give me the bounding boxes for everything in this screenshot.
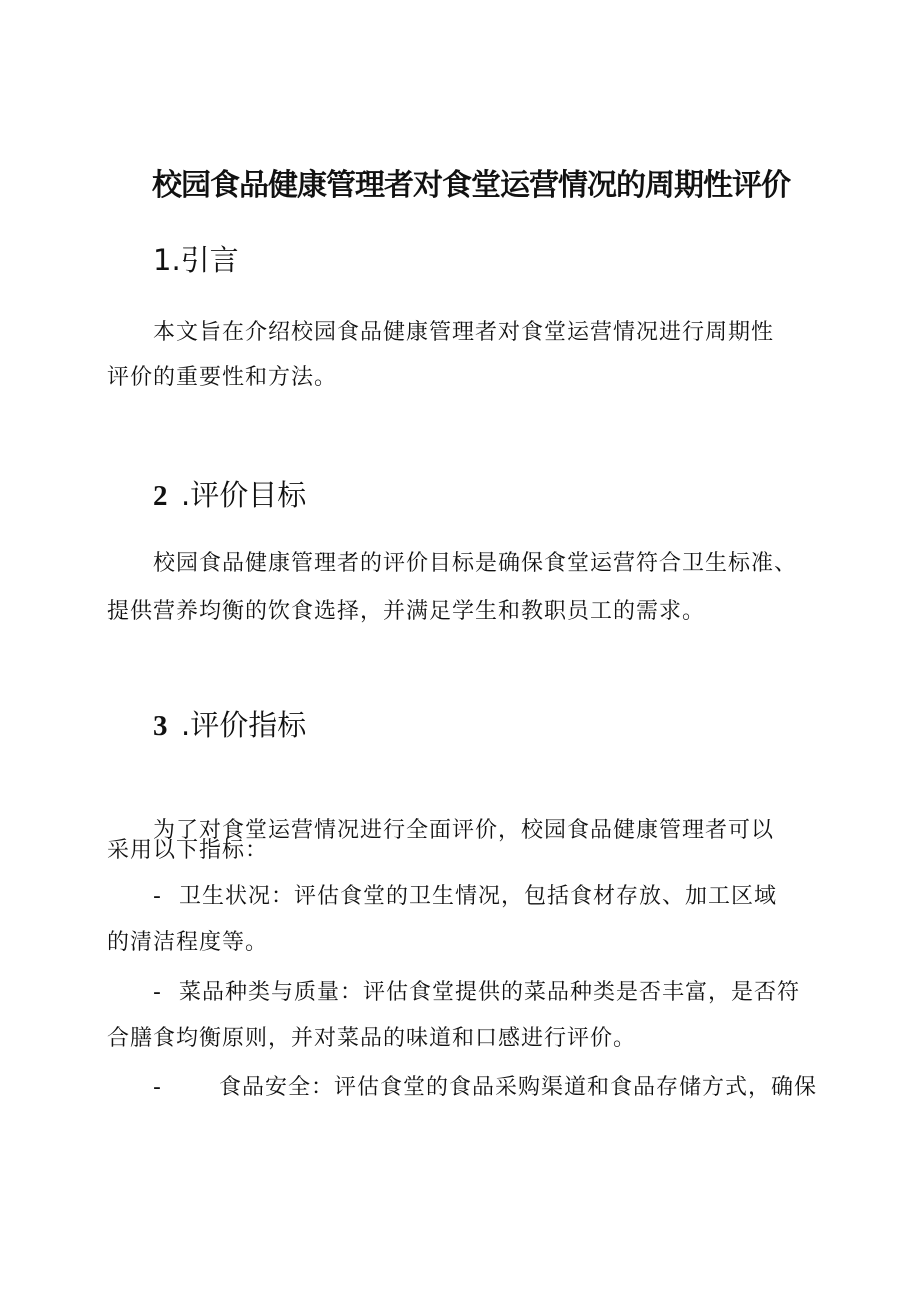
section-3-number: 3: [153, 710, 168, 742]
section-3-dot: .: [181, 708, 191, 742]
section-1-title: 引言: [180, 243, 239, 277]
bullet-1-dash: -: [153, 884, 162, 909]
bullet-2-dash: -: [153, 980, 162, 1005]
section-1-paragraph-line-2: 评价的重要性和方法。: [107, 365, 338, 390]
bullet-3-line-1: [153, 1073, 817, 1103]
section-1-heading: [153, 241, 239, 279]
bullet-1-line-1: [153, 882, 777, 912]
bullet-3-text-line-1: 食品安全：评估食堂的食品采购渠道和食品存储方式，确保: [219, 1075, 818, 1100]
section-1-number: 1.: [153, 243, 181, 277]
bullet-2-text-line-1: 菜品种类与质量：评估食堂提供的菜品种类是否丰富，是否符: [179, 980, 801, 1005]
bullet-3-dash: -: [153, 1075, 162, 1100]
section-2-paragraph-line-2: 提供营养均衡的饮食选择，并满足学生和教职员工的需求。: [107, 599, 706, 624]
bullet-1-text-line-1: 卫生状况：评估食堂的卫生情况，包括食材存放、加工区域: [179, 884, 778, 909]
section-2-paragraph-line-1: 校园食品健康管理者的评价目标是确保食堂运营符合卫生标准、: [153, 551, 798, 576]
bullet-2-line-2: 合膳食均衡原则，并对菜品的味道和口感进行评价。: [107, 1026, 637, 1051]
bullet-2-line-1: [153, 978, 800, 1008]
section-2-dot: .: [181, 478, 191, 512]
document-title: 校园食品健康管理者对食堂运营情况的周期性评价: [152, 168, 790, 203]
section-2-heading: [153, 476, 306, 515]
section-3-intro-line-1: 为了对食堂运营情况进行全面评价，校园食品健康管理者可以: [153, 818, 775, 843]
section-2-number: 2: [153, 480, 168, 512]
section-1-paragraph-line-1: 本文旨在介绍校园食品健康管理者对食堂运营情况进行周期性: [153, 320, 775, 345]
section-3-title: 评价指标: [190, 708, 307, 742]
section-2-title: 评价目标: [190, 478, 307, 512]
section-3-heading: [153, 706, 306, 745]
section-3-intro-line-2: 采用以下指标：: [107, 838, 269, 863]
bullet-1-line-2: 的清洁程度等。: [107, 930, 269, 955]
